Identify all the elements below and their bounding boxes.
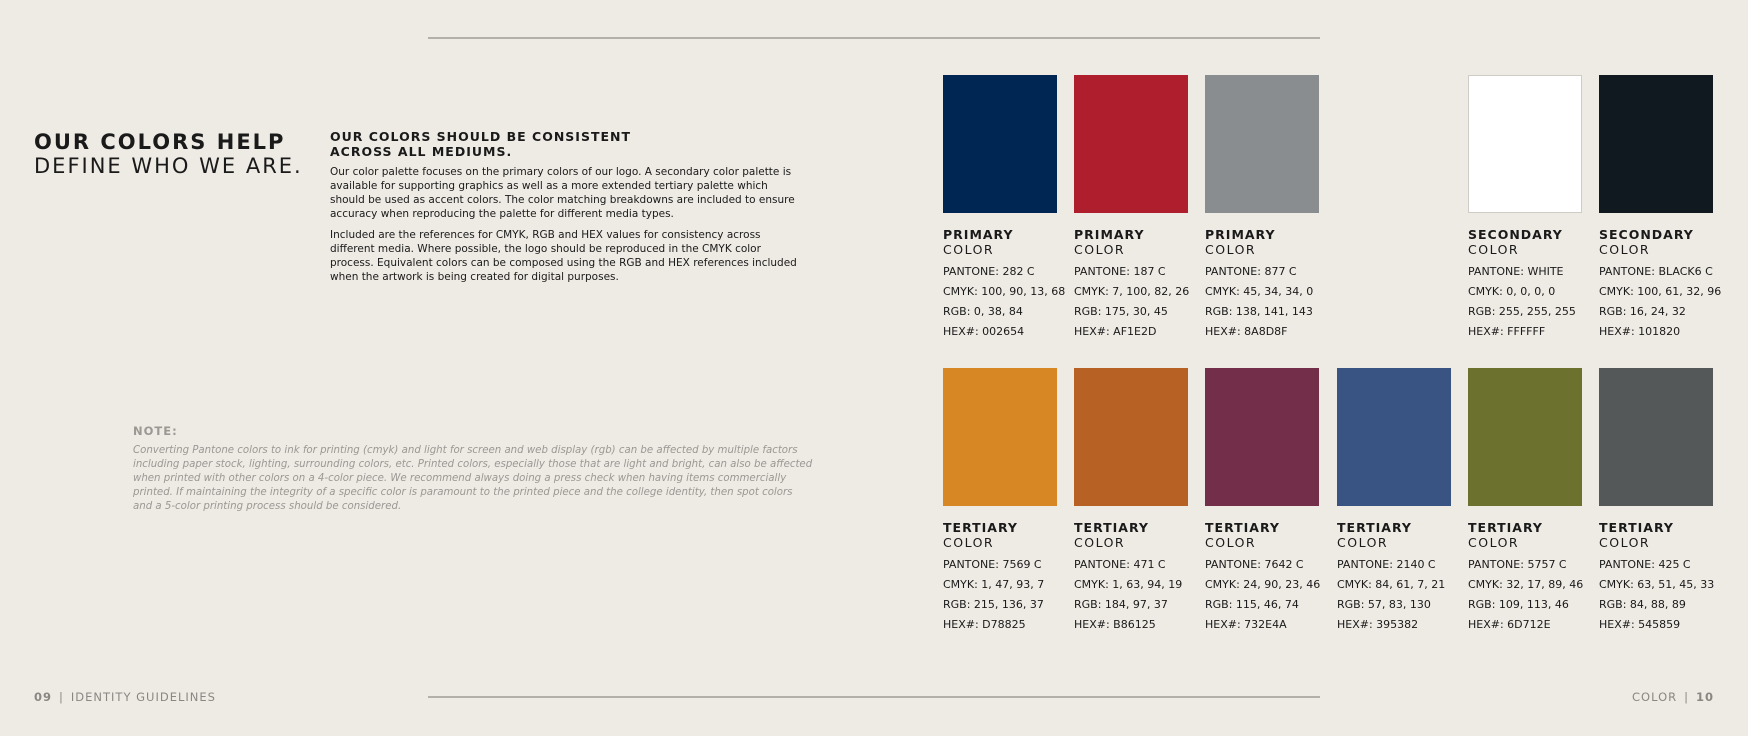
pantone-value: PANTONE: 7642 C [1205, 558, 1304, 571]
intro-paragraph-1: Our color palette focuses on the primary colors of our logo. A secondary color palette is available for supporting graphics as well as a more extended tertiary palette which should be used as accent colors. The color matching breakdowns are included to ensure accuracy when reproducing the palette for different media types. [330, 166, 795, 220]
cmyk-value: CMYK: 24, 90, 23, 46 [1205, 578, 1321, 591]
cmyk-value: CMYK: 63, 51, 45, 33 [1599, 578, 1715, 591]
note-body: Converting Pantone colors to ink for printing (cmyk) and light for screen and web display (rgb) can be affected by multiple factors including paper stock, lighting, surrounding colors, etc. Printed colors, especially those that are light and bright, can also be affected when printed with other colors on a 4-color piece. We recommend always doing a press check when having items commercially printed. If maintaining the integrity of a specific color is paramount to the printed piece and the college identity, then spot colors and a 5-color printing process should be considered. [133, 445, 813, 512]
swatch-kind: COLOR [1074, 242, 1126, 257]
swatch-kind: COLOR [1599, 242, 1651, 257]
color-chip [943, 75, 1057, 213]
color-chip [1468, 368, 1582, 506]
footer-section-title: COLOR [1631, 690, 1678, 704]
swatch-kind: COLOR [1468, 242, 1520, 257]
swatch-kind: COLOR [1468, 535, 1520, 550]
swatch-tertiary-6 [1599, 368, 1713, 635]
top-divider [428, 37, 1320, 39]
footer-separator: | [59, 690, 64, 704]
footer-left [34, 690, 216, 704]
swatch-kind: COLOR [943, 535, 995, 550]
swatch-tertiary-5 [1468, 368, 1582, 635]
pantone-value: PANTONE: 877 C [1205, 265, 1297, 278]
hex-value: HEX#: 6D712E [1468, 618, 1551, 631]
color-chip [943, 368, 1057, 506]
hex-value: HEX#: 545859 [1599, 618, 1681, 631]
rgb-value: RGB: 184, 97, 37 [1074, 598, 1168, 611]
headline-line-1: OUR COLORS HELP [34, 130, 286, 154]
pantone-value: PANTONE: 425 C [1599, 558, 1691, 571]
swatch-tier: SECONDARY [1599, 227, 1694, 242]
rgb-value: RGB: 255, 255, 255 [1468, 305, 1576, 318]
footer-separator: | [1684, 690, 1689, 704]
swatch-primary-3 [1205, 75, 1319, 342]
rgb-value: RGB: 0, 38, 84 [943, 305, 1023, 318]
color-chip [1337, 368, 1451, 506]
pantone-value: PANTONE: 2140 C [1337, 558, 1436, 571]
pantone-value: PANTONE: 282 C [943, 265, 1035, 278]
hex-value: HEX#: 101820 [1599, 325, 1681, 338]
hex-value: HEX#: AF1E2D [1074, 325, 1157, 338]
swatch-kind: COLOR [1205, 242, 1257, 257]
swatch-tertiary-1 [943, 368, 1057, 635]
swatch-tier: TERTIARY [1599, 520, 1674, 535]
cmyk-value: CMYK: 1, 63, 94, 19 [1074, 578, 1183, 591]
swatch-tier: TERTIARY [1468, 520, 1543, 535]
rgb-value: RGB: 115, 46, 74 [1205, 598, 1299, 611]
swatch-secondary-2 [1599, 75, 1722, 342]
rgb-value: RGB: 138, 141, 143 [1205, 305, 1313, 318]
swatch-tier: PRIMARY [1074, 227, 1145, 242]
hex-value: HEX#: FFFFFF [1468, 325, 1546, 338]
bottom-divider [428, 696, 1320, 698]
rgb-value: RGB: 16, 24, 32 [1599, 305, 1686, 318]
pantone-value: PANTONE: 471 C [1074, 558, 1166, 571]
hex-value: HEX#: 8A8D8F [1205, 325, 1288, 338]
swatch-kind: COLOR [1074, 535, 1126, 550]
footer-section-title: IDENTITY GUIDELINES [70, 690, 216, 704]
swatch-primary-1 [943, 75, 1066, 342]
page-number-left: 09 [34, 690, 53, 704]
rgb-value: RGB: 57, 83, 130 [1337, 598, 1431, 611]
intro-paragraph-2: Included are the references for CMYK, RGB and HEX values for consistency across different media. Where possible, the logo should be reproduced in the CMYK color process. Equivalent colors can be composed using the RGB and HEX references included when the artwork is being created for digital purposes. [330, 229, 797, 283]
swatch-tertiary-2 [1074, 368, 1188, 635]
hex-value: HEX#: 395382 [1337, 618, 1419, 631]
intro-section [330, 129, 805, 291]
hex-value: HEX#: 732E4A [1205, 618, 1287, 631]
swatch-tier: PRIMARY [1205, 227, 1276, 242]
cmyk-value: CMYK: 84, 61, 7, 21 [1337, 578, 1446, 591]
rgb-value: RGB: 175, 30, 45 [1074, 305, 1168, 318]
rgb-value: RGB: 84, 88, 89 [1599, 598, 1686, 611]
swatch-kind: COLOR [1205, 535, 1257, 550]
page-headline [34, 130, 303, 178]
note-title: NOTE: [133, 424, 178, 438]
swatch-tertiary-3 [1205, 368, 1319, 635]
intro-subheading: OUR COLORS SHOULD BE CONSISTENT ACROSS ALL MEDIUMS. [330, 129, 632, 159]
cmyk-value: CMYK: 1, 47, 93, 7 [943, 578, 1045, 591]
swatch-tier: SECONDARY [1468, 227, 1563, 242]
cmyk-value: CMYK: 45, 34, 34, 0 [1205, 285, 1314, 298]
note-section [133, 424, 813, 514]
color-chip [1599, 75, 1713, 213]
swatch-tier: TERTIARY [1074, 520, 1149, 535]
color-chip [1074, 368, 1188, 506]
pantone-value: PANTONE: WHITE [1468, 265, 1564, 278]
hex-value: HEX#: 002654 [943, 325, 1025, 338]
swatch-tier: PRIMARY [943, 227, 1014, 242]
headline-line-2: DEFINE WHO WE ARE. [34, 154, 303, 178]
color-chip [1599, 368, 1713, 506]
cmyk-value: CMYK: 7, 100, 82, 26 [1074, 285, 1190, 298]
swatch-kind: COLOR [1599, 535, 1651, 550]
pantone-value: PANTONE: 5757 C [1468, 558, 1567, 571]
swatch-kind: COLOR [1337, 535, 1389, 550]
cmyk-value: CMYK: 0, 0, 0, 0 [1468, 285, 1556, 298]
cmyk-value: CMYK: 100, 90, 13, 68 [943, 285, 1066, 298]
hex-value: HEX#: D78825 [943, 618, 1026, 631]
color-chip [1074, 75, 1188, 213]
pantone-value: PANTONE: 187 C [1074, 265, 1166, 278]
page-number-right: 10 [1695, 690, 1714, 704]
rgb-value: RGB: 215, 136, 37 [943, 598, 1044, 611]
hex-value: HEX#: B86125 [1074, 618, 1156, 631]
color-chip [1205, 75, 1319, 213]
swatch-tertiary-4 [1337, 368, 1451, 635]
color-chip [1205, 368, 1319, 506]
cmyk-value: CMYK: 100, 61, 32, 96 [1599, 285, 1722, 298]
swatch-kind: COLOR [943, 242, 995, 257]
footer-right [1632, 690, 1714, 704]
cmyk-value: CMYK: 32, 17, 89, 46 [1468, 578, 1584, 591]
swatch-tier: TERTIARY [943, 520, 1018, 535]
swatch-secondary-1 [1468, 75, 1582, 342]
rgb-value: RGB: 109, 113, 46 [1468, 598, 1569, 611]
swatch-tier: TERTIARY [1205, 520, 1280, 535]
pantone-value: PANTONE: 7569 C [943, 558, 1042, 571]
swatch-tier: TERTIARY [1337, 520, 1412, 535]
color-chip [1468, 75, 1582, 213]
pantone-value: PANTONE: BLACK6 C [1599, 265, 1713, 278]
swatch-primary-2 [1074, 75, 1188, 342]
